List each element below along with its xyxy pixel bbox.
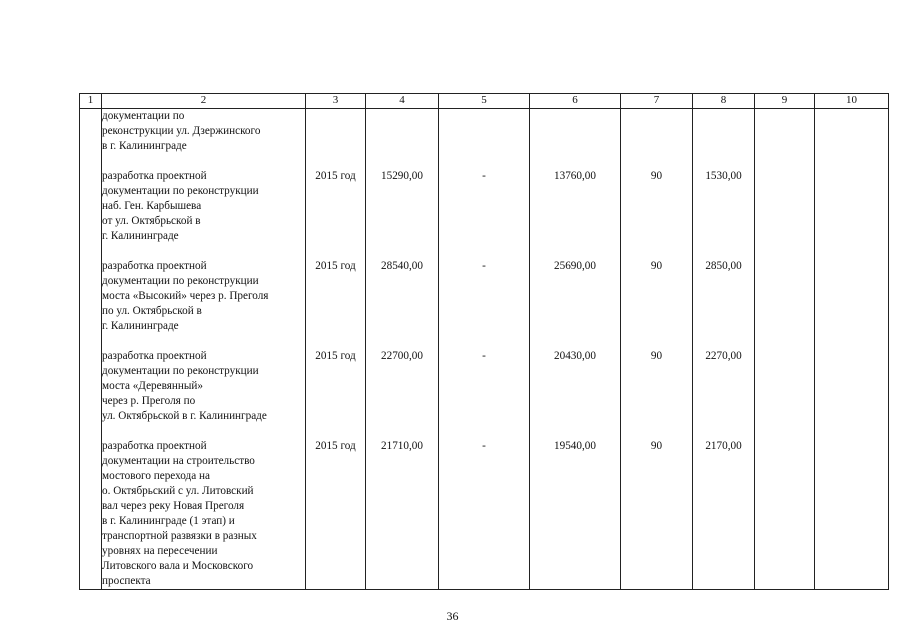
- entry-1: [102, 109, 305, 169]
- entry-text: документации по реконструкции ул. Дзержинского в г. Калининграде: [102, 110, 261, 152]
- total-value: 21710,00: [381, 440, 423, 452]
- col8-value: 2270,00: [705, 350, 742, 362]
- column-header: 3: [306, 94, 366, 109]
- cell-col1: [80, 109, 102, 590]
- col5-value: -: [482, 170, 486, 182]
- budget-table: [79, 93, 889, 590]
- col6-value: 13760,00: [554, 170, 596, 182]
- table-header-row: [80, 94, 889, 109]
- total-value: 15290,00: [381, 170, 423, 182]
- col6-value: 20430,00: [554, 350, 596, 362]
- column-header: 2: [102, 94, 306, 109]
- percent-value: 90: [650, 350, 663, 362]
- col8-value: [693, 109, 754, 169]
- cell-col10: [815, 109, 889, 590]
- col5-value: -: [482, 440, 486, 452]
- entry-text: разработка проектной документации по реконструкции наб. Ген. Карбышева от ул. Октябрьской в г. Калининграде: [102, 170, 259, 242]
- entry-5: [102, 439, 305, 589]
- table-body-row: [80, 109, 889, 590]
- entry-3: [102, 259, 305, 349]
- column-header: 9: [755, 94, 815, 109]
- column-header: 1: [80, 94, 102, 109]
- cell-col5: [439, 109, 530, 590]
- entry-4: [102, 349, 305, 439]
- cell-col9: [755, 109, 815, 590]
- cell-col8: [693, 109, 755, 590]
- col8-value: 2170,00: [705, 440, 742, 452]
- column-header: 7: [621, 94, 693, 109]
- cell-total: [366, 109, 439, 590]
- total-value: 22700,00: [381, 350, 423, 362]
- column-header: 6: [530, 94, 621, 109]
- year-value: 2015 год: [315, 440, 356, 452]
- year-value: 2015 год: [315, 350, 356, 362]
- cell-description: [102, 109, 306, 590]
- percent-value: [621, 109, 692, 169]
- total-value: [366, 109, 438, 169]
- percent-value: 90: [650, 440, 663, 452]
- column-header: 10: [815, 94, 889, 109]
- entry-2: [102, 169, 305, 259]
- col5-value: -: [482, 260, 486, 272]
- entry-text: разработка проектной документации на строительство мостового перехода на о. Октябрьский с ул. Литовский вал через реку Новая Преголя в г. Калининграде (1 этап) и транспортной развязки в разных уровнях на пересечении Литовского вала и Московского проспекта: [102, 440, 257, 587]
- entry-text: разработка проектной документации по реконструкции моста «Высокий» через р. Преголя по ул. Октябрьской в г. Калининграде: [102, 260, 269, 332]
- page-number: 36: [446, 609, 459, 623]
- column-header: 4: [366, 94, 439, 109]
- year-value: 2015 год: [315, 170, 356, 182]
- col5-value: -: [482, 350, 486, 362]
- percent-value: 90: [650, 260, 663, 272]
- col6-value: 19540,00: [554, 440, 596, 452]
- year-value: 2015 год: [315, 260, 356, 272]
- cell-year: [306, 109, 366, 590]
- col6-value: [530, 109, 620, 169]
- total-value: 28540,00: [381, 260, 423, 272]
- col8-value: 2850,00: [705, 260, 742, 272]
- col6-value: 25690,00: [554, 260, 596, 272]
- year-value: [306, 109, 365, 169]
- cell-col6: [530, 109, 621, 590]
- cell-percent: [621, 109, 693, 590]
- col5-value: [439, 109, 529, 169]
- percent-value: 90: [650, 170, 663, 182]
- column-header: 5: [439, 94, 530, 109]
- column-header: 8: [693, 94, 755, 109]
- entry-text: разработка проектной документации по реконструкции моста «Деревянный» через р. Преголя по ул. Октябрьской в г. Калининграде: [102, 350, 267, 422]
- col8-value: 1530,00: [705, 170, 742, 182]
